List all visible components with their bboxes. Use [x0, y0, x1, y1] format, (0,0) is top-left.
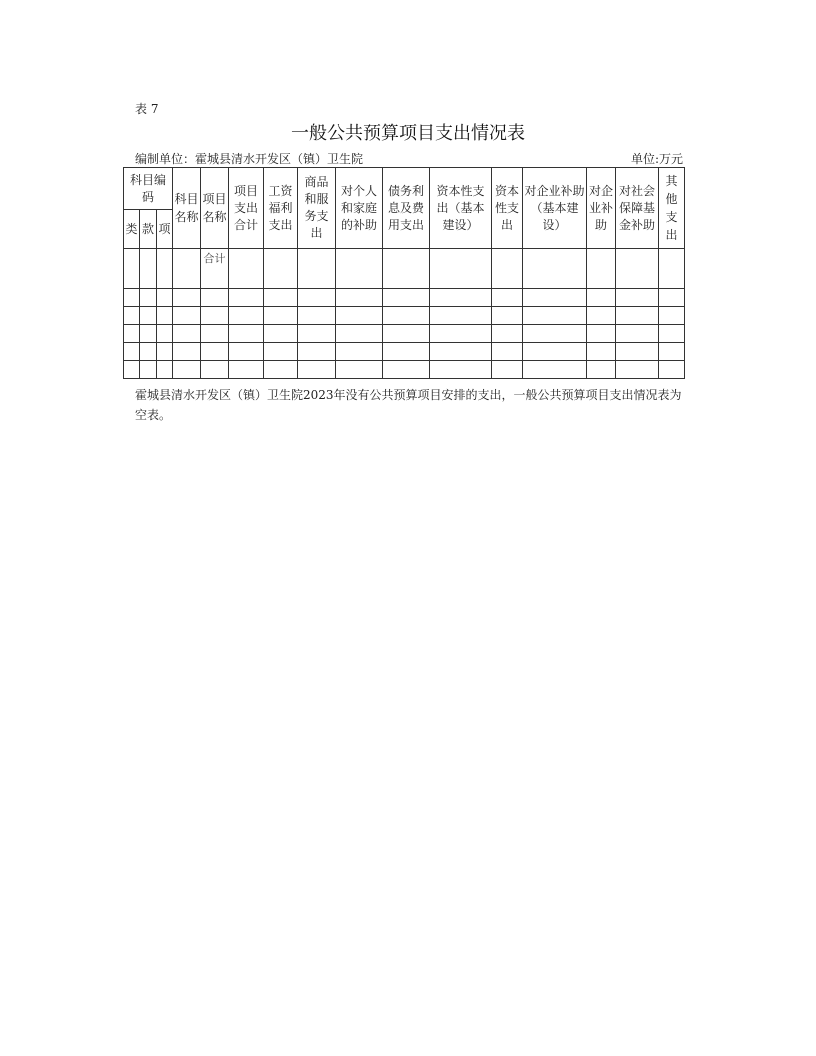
table-row: [124, 325, 685, 343]
currency-unit: 单位:万元: [630, 152, 683, 166]
header-enterprise: 对企业补助: [587, 168, 616, 249]
header-section: 款: [140, 210, 157, 249]
footnote: 霍城县清水开发区（镇）卫生院2023年没有公共预算项目安排的支出，一般公共预算项目支出情况表为空表。: [135, 388, 682, 422]
total-row-label: 合计: [201, 249, 229, 289]
header-project-name: 项目名称: [201, 168, 229, 249]
header-enterprise-basic: 对企业补助（基本建设）: [523, 168, 587, 249]
header-class: 类: [124, 210, 140, 249]
header-item: 项: [157, 210, 173, 249]
header-project-total: 项目支出合计: [229, 168, 264, 249]
table-row: [124, 307, 685, 325]
header-subject-code: 科目编码: [124, 168, 173, 210]
header-capital: 资本性支出: [492, 168, 523, 249]
header-debt-interest: 债务利息及费用支出: [383, 168, 430, 249]
header-other: 其他支出: [659, 168, 685, 249]
header-wages: 工资福利支出: [264, 168, 298, 249]
table-row: [124, 289, 685, 307]
budget-table: [123, 167, 685, 379]
compiling-unit: 编制单位：霍城县清水开发区（镇）卫生院: [135, 152, 364, 166]
table-row: [124, 343, 685, 361]
header-social-security: 对社会保障基金补助: [616, 168, 659, 249]
header-personal-subsidy: 对个人和家庭的补助: [336, 168, 383, 249]
header-subject-name: 科目名称: [173, 168, 201, 249]
table-row: [124, 361, 685, 379]
table-row: [124, 249, 685, 289]
page-label: 表 7: [135, 102, 159, 116]
page-title: 一般公共预算项目支出情况表: [291, 123, 525, 144]
header-capital-basic: 资本性支出（基本建设）: [430, 168, 492, 249]
header-goods-services: 商品和服务支出: [298, 168, 336, 249]
